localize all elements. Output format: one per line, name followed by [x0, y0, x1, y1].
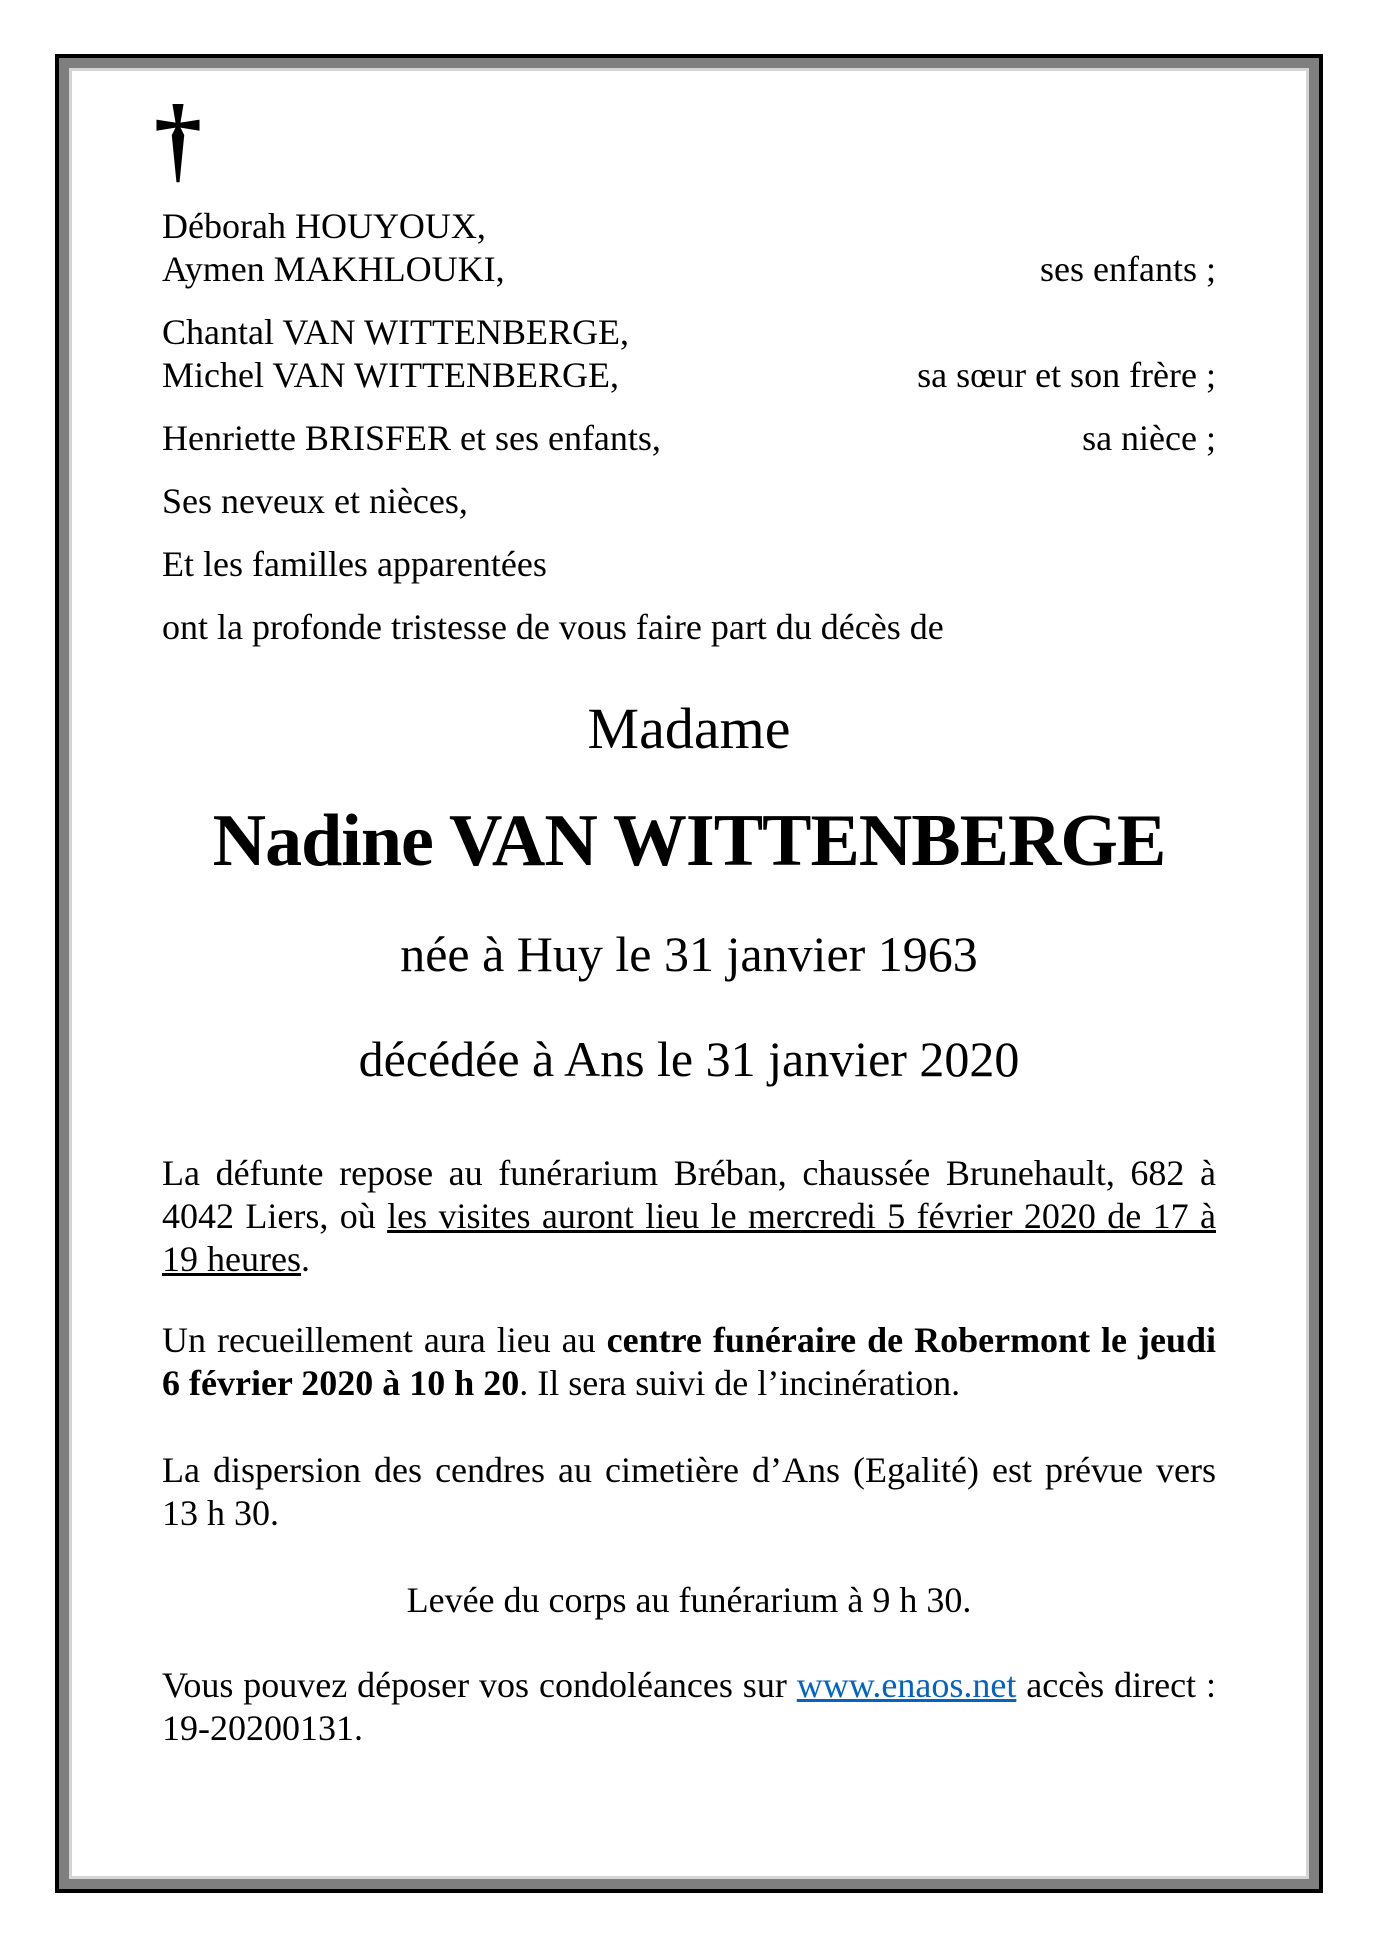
- notice-paragraph: [162, 1664, 1216, 1750]
- mourner-name: Et les familles apparentées: [162, 544, 547, 584]
- enaos-link[interactable]: www.enaos.net: [796, 1665, 1017, 1705]
- mourner-group: [162, 543, 1216, 586]
- mourner-name: Déborah HOUYOUX,: [162, 206, 486, 246]
- mourner-name: Michel VAN WITTENBERGE,: [162, 355, 619, 395]
- notice-paragraph: [162, 1319, 1216, 1405]
- mourner-relation: sa sœur et son frère ;: [917, 355, 1216, 395]
- death-line: décédée à Ans le 31 janvier 2020: [358, 1031, 1020, 1087]
- mourner-name: Chantal VAN WITTENBERGE,: [162, 312, 629, 352]
- mourner-group: [162, 480, 1216, 523]
- emphasis-text: centre funéraire de Robermont le jeudi 6 février 2020 à 10 h 20: [162, 1320, 1216, 1403]
- mourner-row: [162, 543, 1216, 586]
- underlined-text: les visites auront lieu le mercredi 5 février 2020 de 17 à 19 heures: [162, 1196, 1216, 1279]
- memorial-frame-shadow: [59, 58, 1319, 1889]
- mourner-row: [162, 248, 1216, 291]
- paragraph-text: Un recueillement aura lieu au: [162, 1320, 607, 1360]
- mourner-row: [162, 205, 1216, 248]
- civility-title: Madame: [587, 696, 791, 761]
- mourner-group: [162, 417, 1216, 460]
- memorial-frame: [55, 54, 1323, 1893]
- notice-paragraph: [162, 1152, 1216, 1281]
- mourners-section: [162, 205, 1216, 586]
- paragraph-text: accès direct : 19-20200131.: [162, 1665, 1216, 1748]
- cross-icon: †: [154, 85, 202, 192]
- mourner-row: [162, 480, 1216, 523]
- announcement-line: ont la profonde tristesse de vous faire part du décès de: [162, 607, 944, 647]
- notice-paragraph: [162, 1579, 1216, 1622]
- mourner-relation: sa nièce ;: [1082, 418, 1216, 458]
- paragraph-text: La dispersion des cendres au cimetière d’Ans (Egalité) est prévue vers 13 h 30.: [162, 1450, 1216, 1533]
- notice-paragraphs: [162, 1152, 1216, 1750]
- paragraph-text: Levée du corps au funérarium à 9 h 30.: [406, 1580, 972, 1620]
- mourner-row: [162, 417, 1216, 460]
- mourner-relation: ses enfants ;: [1040, 249, 1216, 289]
- paragraph-text: La défunte repose au funérarium Bréban, chaussée Brunehault, 682 à 4042 Liers, où: [162, 1153, 1216, 1236]
- mourner-name: Aymen MAKHLOUKI,: [162, 249, 505, 289]
- deceased-name: Nadine VAN WITTENBERGE: [212, 800, 1166, 882]
- mourner-group: [162, 205, 1216, 291]
- mourner-name: Ses neveux et nièces,: [162, 481, 468, 521]
- mourner-row: [162, 311, 1216, 354]
- notice-content: [69, 68, 1309, 1879]
- birth-line: née à Huy le 31 janvier 1963: [400, 926, 978, 982]
- paragraph-text: . Il sera suivi de l’incinération.: [519, 1363, 961, 1403]
- notice-paragraph: [162, 1449, 1216, 1535]
- mourner-row: [162, 354, 1216, 397]
- paragraph-text: Vous pouvez déposer vos condoléances sur: [162, 1665, 797, 1705]
- mourner-name: Henriette BRISFER et ses enfants,: [162, 418, 661, 458]
- mourner-group: [162, 311, 1216, 397]
- paragraph-text: .: [300, 1239, 310, 1279]
